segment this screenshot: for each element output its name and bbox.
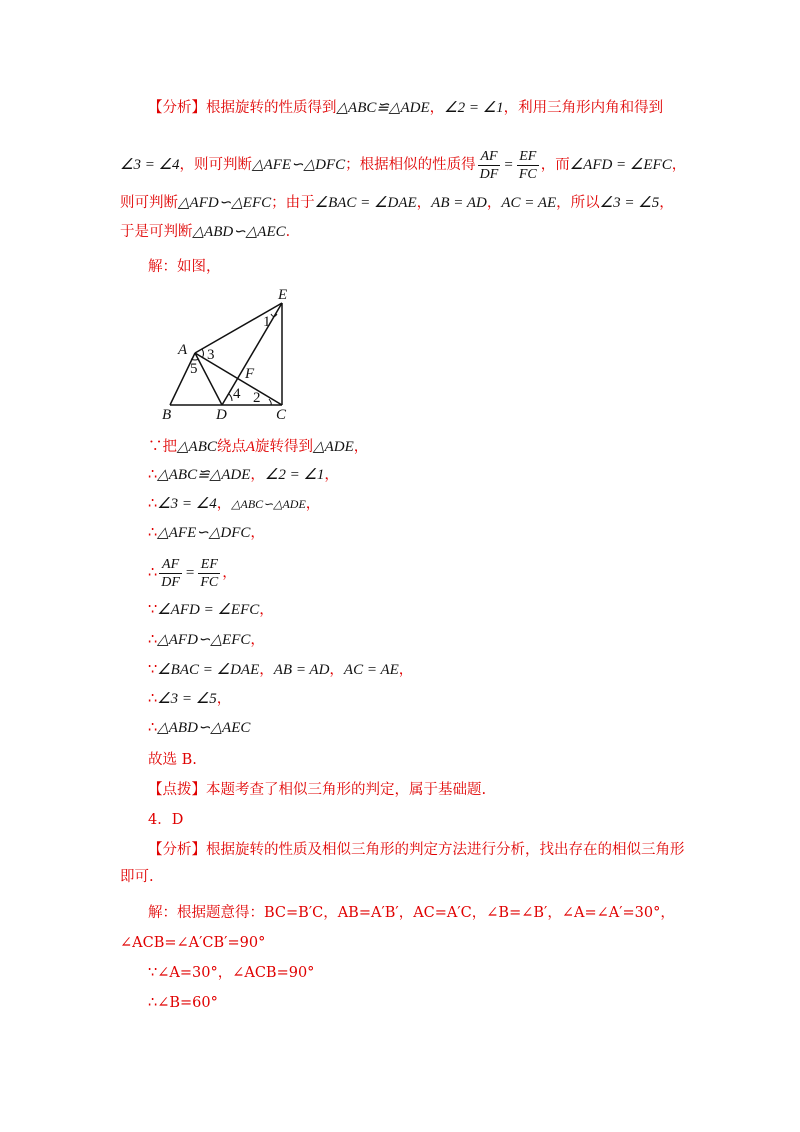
- label-angle-4: 4: [233, 386, 241, 402]
- question-4-answer: 4．D: [148, 812, 184, 828]
- label-f: F: [245, 366, 255, 382]
- label-angle-1: 1: [263, 314, 271, 330]
- analysis-4-line-2: 即可.: [120, 869, 154, 885]
- label-angle-5: 5: [190, 361, 198, 377]
- segment-de: [222, 303, 282, 405]
- fraction-ef-fc: $\frac{EF}{FC}$: [200, 556, 219, 590]
- solution-4-line-3: ∵∠A=30°，∠ACB=90°: [148, 965, 315, 981]
- analysis-4-line-1: 【分析】根据旋转的性质及相似三角形的判定方法进行分析，找出存在的相似三角形: [148, 842, 685, 858]
- solution-4-line-1: 解：根据题意得：BC=B′C，AB=A′B′，AC=A′C，∠B=∠B′，∠A=∠A′=30°，: [148, 905, 675, 921]
- angle-arc-5: [191, 359, 199, 360]
- solution-intro: 解：如图，: [148, 259, 221, 275]
- analysis-line-4: 于是可判断△ABD∽△AEC．: [120, 224, 301, 240]
- analysis-tag: 【分析】: [148, 842, 206, 858]
- geometry-figure: [150, 283, 310, 423]
- answer: 故选 B.: [148, 752, 197, 768]
- analysis-line-2: ∠3 = ∠4，则可判断△AFE∽△DFC；根据相似的性质得 $\frac{AF}{DF}$ = $\frac{EF}{FC}$ ，而∠AFD = ∠EFC，: [120, 148, 687, 182]
- solution-4-line-2: ∠ACB=∠A′CB′=90°: [120, 935, 266, 951]
- analysis-tag: 【分析】: [148, 100, 206, 116]
- label-a: A: [178, 342, 188, 358]
- fraction-af-df: $\frac{AF}{DF}$: [161, 556, 180, 590]
- fraction-af-df: $\frac{AF}{DF}$: [479, 148, 499, 182]
- angle-arc-4: [229, 394, 232, 401]
- analysis-line-1: 【分析】根据旋转的性质得到△ABC≌△ADE，∠2 = ∠1，利用三角形内角和得到: [148, 100, 664, 116]
- step-9: ∴∠3 = ∠5，: [148, 691, 232, 707]
- solution-4-line-4: ∴∠B=60°: [148, 995, 218, 1011]
- step-2: ∴△ABC≌△ADE，∠2 = ∠1，: [148, 467, 339, 483]
- analysis-line-3: 则可判断△AFD∽△EFC；由于∠BAC = ∠DAE，AB = AD，AC = AE，所以∠3 = ∠5，: [120, 195, 674, 211]
- math-congruent: △ABC≌△ADE: [336, 100, 430, 116]
- step-7: ∴△AFD∽△EFC，: [148, 632, 265, 648]
- step-8: ∵∠BAC = ∠DAE，AB = AD，AC = AE，: [148, 662, 414, 678]
- comment-tag: 【点拨】: [148, 782, 206, 798]
- step-10: ∴△ABD∽△AEC: [148, 720, 251, 736]
- label-angle-2: 2: [253, 390, 261, 406]
- step-1: ∵把△ABC绕点A旋转得到△ADE，: [148, 439, 369, 455]
- fraction-ef-fc: $\frac{EF}{FC}$: [518, 148, 537, 182]
- label-b: B: [162, 407, 172, 423]
- label-angle-3: 3: [207, 347, 215, 363]
- label-c: C: [276, 407, 287, 423]
- comment: 【点拨】本题考查了相似三角形的判定，属于基础题.: [148, 782, 487, 798]
- angle-arc-2: [269, 399, 271, 405]
- step-5: ∴ $\frac{AF}{DF}$ = $\frac{EF}{FC}$ ，: [148, 556, 237, 590]
- label-d: D: [216, 407, 227, 423]
- step-4: ∴△AFE∽△DFC，: [148, 525, 265, 541]
- label-e: E: [278, 287, 288, 303]
- step-3: ∴∠3 = ∠4，△ABC∽△ADE，: [148, 496, 321, 512]
- step-6: ∵∠AFD = ∠EFC，: [148, 602, 274, 618]
